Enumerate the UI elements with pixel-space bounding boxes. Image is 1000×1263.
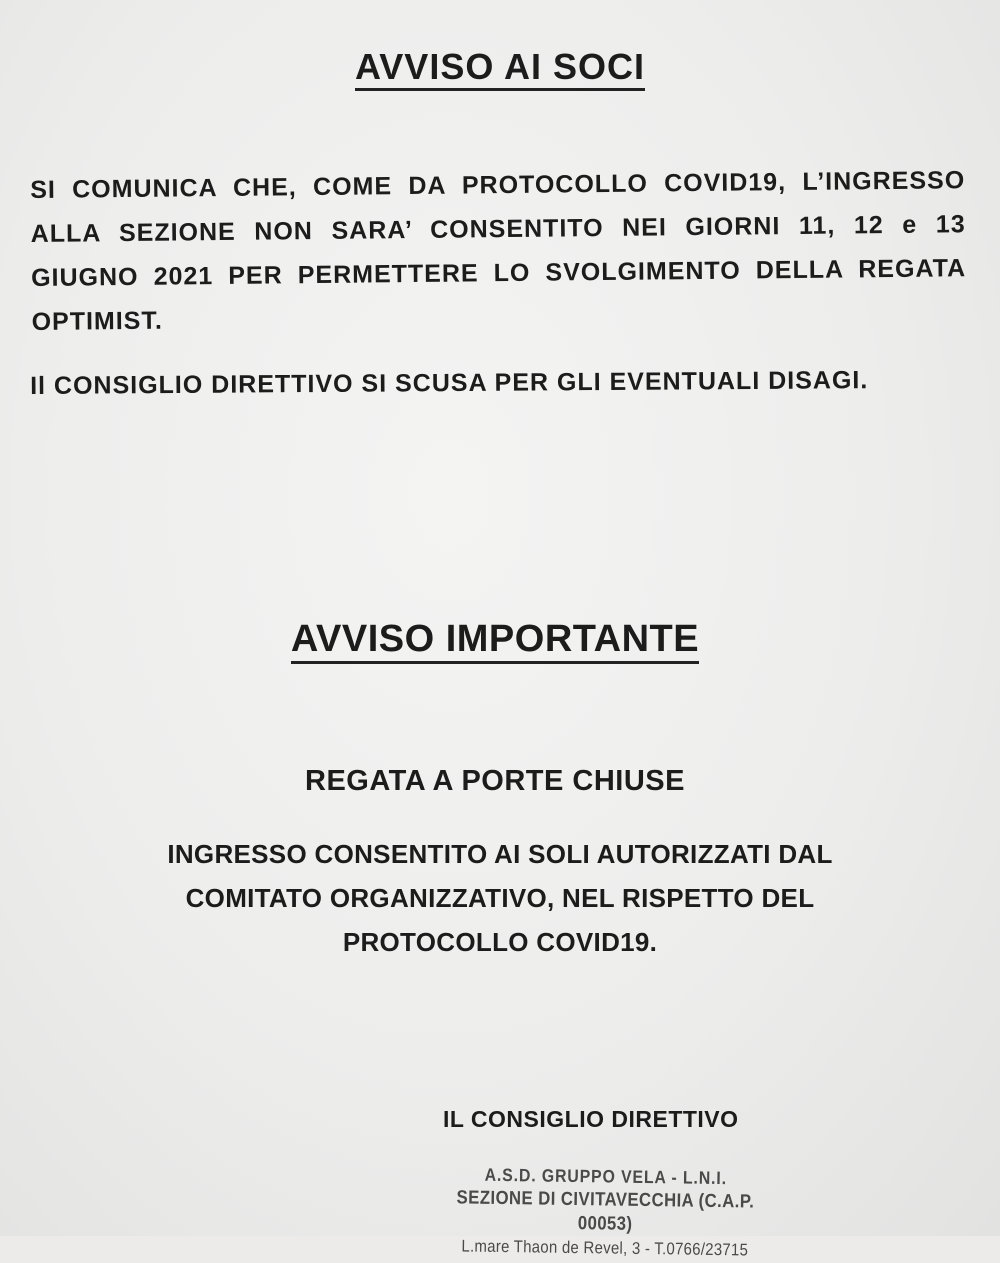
notice-members-paragraph-1: SI COMUNICA CHE, COME DA PROTOCOLLO COVID19, L’INGRESSO ALLA SEZIONE NON SARA’ CONSENTITO NEI GIORNI 11, 12 e 13 GIUGNO 2021 PER PERMETTERE LO SVOLGIMENTO DELLA REGATA OPTIMIST. bbox=[30, 166, 967, 336]
stamp-address: L.mare Thaon de Revel, 3 - T.0766/23715 bbox=[461, 1236, 749, 1260]
signature-board: IL CONSIGLIO DIRETTIVO bbox=[443, 1106, 739, 1132]
stamp-club-name: A.S.D. GRUPPO VELA - L.N.I. bbox=[484, 1164, 728, 1189]
authorized-entry-text: INGRESSO CONSENTITO AI SOLI AUTORIZZATI DAL COMITATO ORGANIZZATIVO, NEL RISPETTO DEL PROTOCOLLO COVID19. bbox=[167, 839, 833, 957]
club-stamp bbox=[429, 1162, 782, 1263]
stamp-section: SEZIONE DI CIVITAVECCHIA (C.A.P. 00053) bbox=[456, 1187, 755, 1235]
important-notice-title-text: AVVISO IMPORTANTE bbox=[291, 618, 699, 664]
notice-members-title bbox=[0, 46, 1000, 88]
notice-members-paragraph-2: Il CONSIGLIO DIRETTIVO SI SCUSA PER GLI EVENTUALI DISAGI. bbox=[30, 366, 869, 400]
closed-doors-subheading: REGATA A PORTE CHIUSE bbox=[305, 765, 685, 797]
notice-members-title-text: AVVISO AI SOCI bbox=[355, 46, 645, 91]
important-notice-title bbox=[0, 618, 995, 661]
